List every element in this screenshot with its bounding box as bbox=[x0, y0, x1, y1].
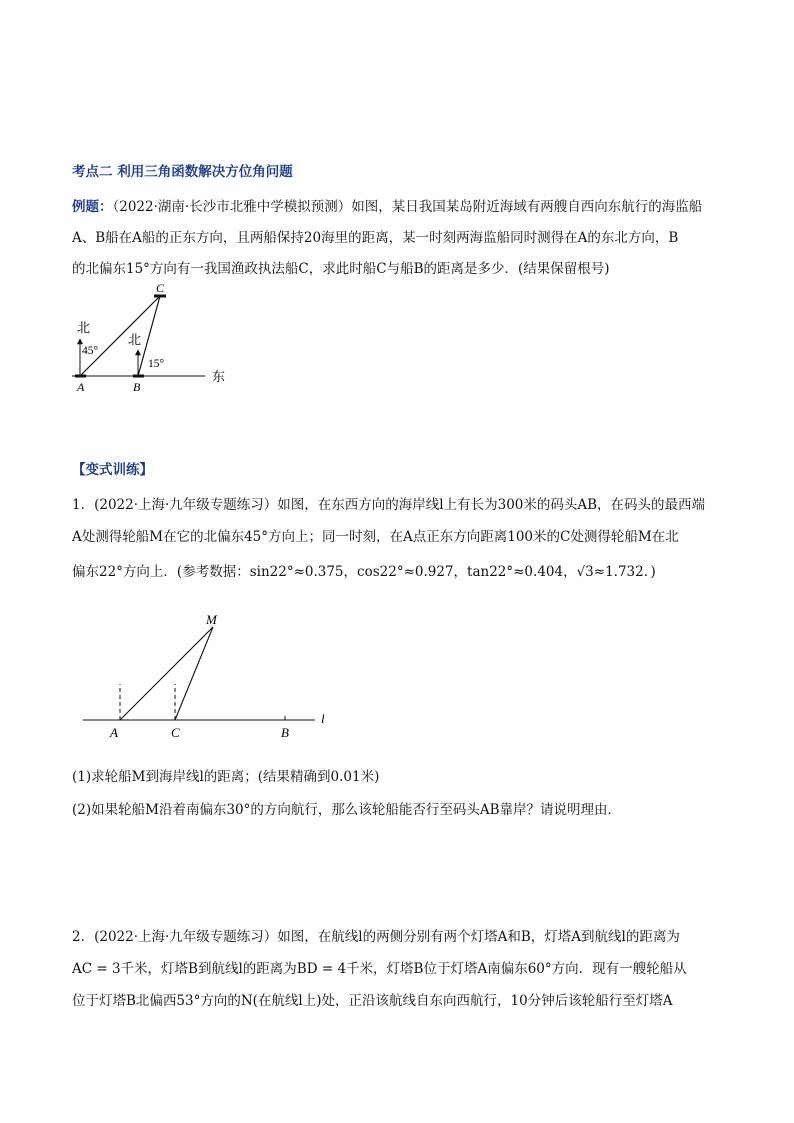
q1-sub-2: (2)如果轮船M沿着南偏东30°的方向航行，那么该轮船能否行至码头AB靠岸？请说明理由． bbox=[72, 802, 622, 818]
example-text-1: （2022·湖南·长沙市北雅中学模拟预测）如图，某日我国某岛附近海域有两艘自西向东航行的海监船 bbox=[112, 199, 703, 215]
line-cm bbox=[175, 627, 213, 720]
point-label-a: A bbox=[77, 380, 85, 394]
point-label-c: C bbox=[171, 725, 180, 740]
point-label-c: C bbox=[156, 282, 165, 295]
angle-label-a: 45° bbox=[82, 345, 99, 357]
practice-title: 【变式训练】 bbox=[72, 462, 153, 478]
example-label: 例题： bbox=[72, 199, 113, 215]
section-title: 考点二 利用三角函数解决方位角问题 bbox=[72, 164, 293, 180]
q2-line-1: 2．(2022·上海·九年级专题练习）如图，在航线l的两侧分别有两个灯塔A和B，灯塔A到航线l的距离为 bbox=[72, 929, 680, 945]
east-label: 东 bbox=[212, 370, 226, 385]
q1-figure bbox=[75, 610, 335, 745]
point-label-b: B bbox=[281, 725, 289, 740]
point-label-a: A bbox=[110, 725, 118, 740]
example-figure bbox=[60, 282, 260, 397]
example-line-1 bbox=[72, 200, 722, 216]
point-label-m: M bbox=[206, 612, 217, 627]
example-line-2: A、B船在A船的正东方向，且两船保持20海里的距离，某一时刻两海监船同时测得在A的东北方向，B bbox=[72, 230, 679, 246]
north-label-a: 北 bbox=[77, 321, 91, 336]
q1-line-1: 1．(2022·上海·九年级专题练习）如图，在东西方向的海岸线l上有长为300米的码头AB，在码头的最西端 bbox=[72, 497, 706, 513]
q1-line-3: 偏东22°方向上．(参考数据：sin22°≈0.375，cos22°≈0.927，tan22°≈0.404，√3≈1.732．) bbox=[72, 564, 656, 580]
q1-line-2: A处测得轮船M在它的北偏东45°方向上；同一时刻，在A点正东方向距离100米的C处测得轮船M在北 bbox=[72, 529, 679, 545]
q2-line-3: 位于灯塔B北偏西53°方向的N(在航线l上)处，正沿该航线自东向西航行，10分钟后该轮船行至灯塔A bbox=[72, 993, 673, 1009]
angle-label-b: 15° bbox=[148, 358, 165, 370]
q2-line-2: AC = 3千米，灯塔B到航线l的距离为BD = 4千米，灯塔B位于灯塔A南偏东60°方向．现有一艘轮船从 bbox=[72, 961, 687, 977]
north-label-b: 北 bbox=[128, 333, 142, 348]
q1-sub-1: (1)求轮船M到海岸线l的距离；(结果精确到0.01米) bbox=[72, 769, 380, 785]
line-am bbox=[120, 627, 213, 720]
line-label-l: l bbox=[321, 711, 325, 726]
example-line-3: 的北偏东15°方向有一我国渔政执法船C，求此时船C与船B的距离是多少．(结果保留根号) bbox=[72, 261, 610, 277]
point-label-b: B bbox=[133, 380, 141, 394]
